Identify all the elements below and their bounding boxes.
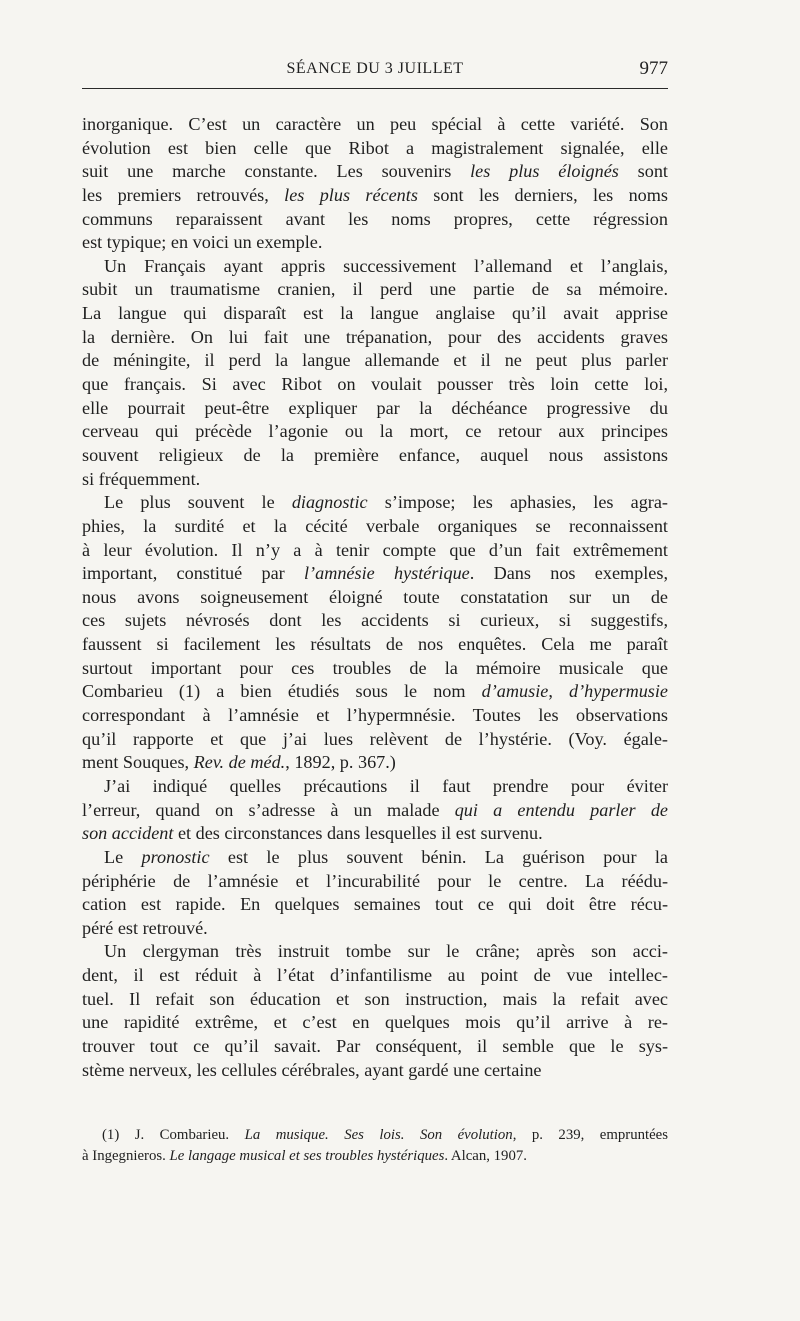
footnote-italic-run: La musique. Ses lois. Son évolution [244, 1127, 513, 1143]
body-italic-run: les plus récents [284, 184, 418, 205]
body-text-run: périphérie de l’amnésie et l’incurabilité pour le centre. La réédu- [82, 870, 668, 891]
body-text-run: nous avons soigneusement éloigné toute constatation sur un de [82, 586, 668, 607]
body-text-run: , [548, 681, 570, 702]
body-text-run: qu’il rapporte et que j’ai lues relèvent de l’hystérie. (Voy. égale- [82, 728, 668, 749]
footnote-line [82, 1146, 668, 1167]
body-line [82, 822, 668, 846]
body-text-run: stème nerveux, les cellules cérébrales, ayant gardé une certaine [82, 1059, 542, 1080]
body-line [82, 539, 668, 563]
body-italic-run: son accident [82, 823, 174, 844]
body-line [82, 373, 668, 397]
body-line [82, 799, 668, 823]
body-line [82, 657, 668, 681]
body-text-run: cation est rapide. En quelques semaines tout ce qui doit être récu- [82, 894, 668, 915]
footnote-text-run: (1) J. Combarieu. [102, 1127, 245, 1143]
footnote-italic-run: Le langage musical et ses troubles hystériques [169, 1148, 445, 1164]
body-line [82, 444, 668, 468]
body-text-run: correspondant à l’amnésie et l’hypermnésie. Toutes les observations [82, 705, 668, 726]
body-text-run: et des circonstances dans lesquelles il est survenu. [173, 823, 543, 844]
body-text-run: important, constitué par [82, 563, 304, 584]
body-line [82, 326, 668, 350]
running-title: SÉANCE DU 3 JUILLET [286, 60, 464, 77]
body-text-run: phies, la surdité et la cécité verbale organiques se reconnaissent [82, 515, 668, 536]
body-line [82, 964, 668, 988]
body-line [82, 420, 668, 444]
body-italic-run: les plus éloignés [470, 161, 619, 182]
body-italic-run: d’hypermusie [569, 681, 668, 702]
body-text-run: si fréquemment. [82, 468, 201, 489]
body-line [82, 1059, 668, 1083]
body-line [82, 751, 668, 775]
body-text-run: évolution est bien celle que Ribot a magistralement signalée, elle [82, 137, 668, 158]
body-line [82, 160, 668, 184]
body-italic-run: Rev. de méd. [193, 752, 286, 773]
body-line [82, 728, 668, 752]
page-number: 977 [639, 58, 668, 79]
body-line [82, 137, 668, 161]
body-text-run: s’impose; les aphasies, les agra- [367, 492, 668, 513]
body-text-run: est le plus souvent bénin. La guérison pour la [209, 846, 668, 867]
body-line [82, 397, 668, 421]
body-text-run: que français. Si avec Ribot on voulait pousser très loin cette loi, [82, 374, 668, 395]
body-text-run: une rapidité extrême, et c’est en quelques mois qu’il arrive à re- [82, 1012, 668, 1033]
body-text-run: la dernière. On lui fait une trépanation, pour des accidents graves [82, 326, 668, 347]
body-line [82, 562, 668, 586]
body-text-run: surtout important pour ces troubles de la mémoire musicale que [82, 657, 668, 678]
body-text-run: cerveau qui précède l’agonie ou la mort, ce retour aux principes [82, 421, 668, 442]
body-line [82, 704, 668, 728]
body-text-run: , 1892, p. 367.) [285, 752, 396, 773]
body-line [82, 870, 668, 894]
body-text-run: elle pourrait peut-être expliquer par la déchéance progressive du [82, 397, 668, 418]
body-line [82, 515, 668, 539]
body-italic-run: l’amnésie hystérique [304, 563, 470, 584]
body-text-run: les premiers retrouvés, [82, 184, 285, 205]
body-text-run: ces sujets névrosés dont les accidents si curieux, si suggestifs, [82, 610, 668, 631]
body-line [82, 468, 668, 492]
body-italic-run: d’amusie [481, 681, 549, 702]
body-text-run: Le [104, 846, 142, 867]
body-line [82, 917, 668, 941]
footnote-text-run: , p. 239, empruntées [512, 1127, 668, 1143]
body-line [82, 113, 668, 137]
body-italic-run: diagnostic [291, 492, 368, 513]
body-line [82, 609, 668, 633]
body-line [82, 1035, 668, 1059]
body-line [82, 184, 668, 208]
body-text-run: souvent religieux de la première enfance, auquel nous assistons [82, 444, 668, 465]
body-text-run: communs reparaissent avant les noms propres, cette régression [82, 208, 668, 229]
footnote-line [82, 1125, 668, 1146]
footnote [82, 1125, 668, 1167]
body-line [82, 988, 668, 1012]
body-text-run: sont les derniers, les noms [417, 184, 668, 205]
body-text-run: trouver tout ce qu’il savait. Par conséquent, il semble que le sys- [82, 1035, 668, 1056]
body-line [82, 846, 668, 870]
footnote-text-run: . Alcan, 1907. [444, 1148, 527, 1164]
body-text-run: Un Français ayant appris successivement l’allemand et l’anglais, [104, 255, 668, 276]
body-text-run: suit une marche constante. Les souvenirs [82, 161, 471, 182]
body-line [82, 940, 668, 964]
body-line [82, 255, 668, 279]
body-text-run: La langue qui disparaît est la langue anglaise qu’il avait apprise [82, 303, 668, 324]
body-text-run: est typique; en voici un exemple. [82, 232, 323, 253]
body-italic-run: pronostic [141, 846, 210, 867]
body-text-run: péré est retrouvé. [82, 917, 208, 938]
body-text-run: Combarieu (1) a bien étudiés sous le nom [82, 681, 482, 702]
running-header [82, 58, 668, 89]
body-text-run: à leur évolution. Il n’y a à tenir compte que d’un fait extrêmement [82, 539, 668, 560]
body-text-run: Un clergyman très instruit tombe sur le crâne; après son acci- [104, 941, 668, 962]
body-text-run: subit un traumatisme cranien, il perd une partie de sa mémoire. [82, 279, 668, 300]
body-text-run: faussent si facilement les résultats de nos enquêtes. Cela me paraît [82, 634, 668, 655]
body-text-run: J’ai indiqué quelles précautions il faut prendre pour éviter [104, 775, 668, 796]
body-text-run: ment Souques, [82, 752, 194, 773]
body-line [82, 1011, 668, 1035]
body-text-run: Le plus souvent le [104, 492, 292, 513]
footnote-text-run: à Ingegnieros. [82, 1148, 170, 1164]
body-text [82, 113, 668, 1082]
body-text-run: inorganique. C’est un caractère un peu spécial à cette variété. Son [82, 114, 668, 134]
body-text-run: . Dans nos exemples, [469, 563, 668, 584]
body-text-run: l’erreur, quand on s’adresse à un malade [82, 799, 455, 820]
body-line [82, 680, 668, 704]
body-line [82, 775, 668, 799]
body-line [82, 893, 668, 917]
body-line [82, 278, 668, 302]
body-line [82, 231, 668, 255]
body-line [82, 208, 668, 232]
body-line [82, 491, 668, 515]
body-line [82, 302, 668, 326]
body-line [82, 586, 668, 610]
body-line [82, 349, 668, 373]
body-italic-run: qui a entendu parler de [454, 799, 668, 820]
body-text-run: sont [618, 161, 668, 182]
body-text-run: tuel. Il refait son éducation et son instruction, mais la refait avec [82, 988, 668, 1009]
body-line [82, 633, 668, 657]
body-text-run: dent, il est réduit à l’état d’infantilisme au point de vue intellec- [82, 965, 668, 986]
body-text-run: de méningite, il perd la langue allemande et il ne peut plus parler [82, 350, 668, 371]
